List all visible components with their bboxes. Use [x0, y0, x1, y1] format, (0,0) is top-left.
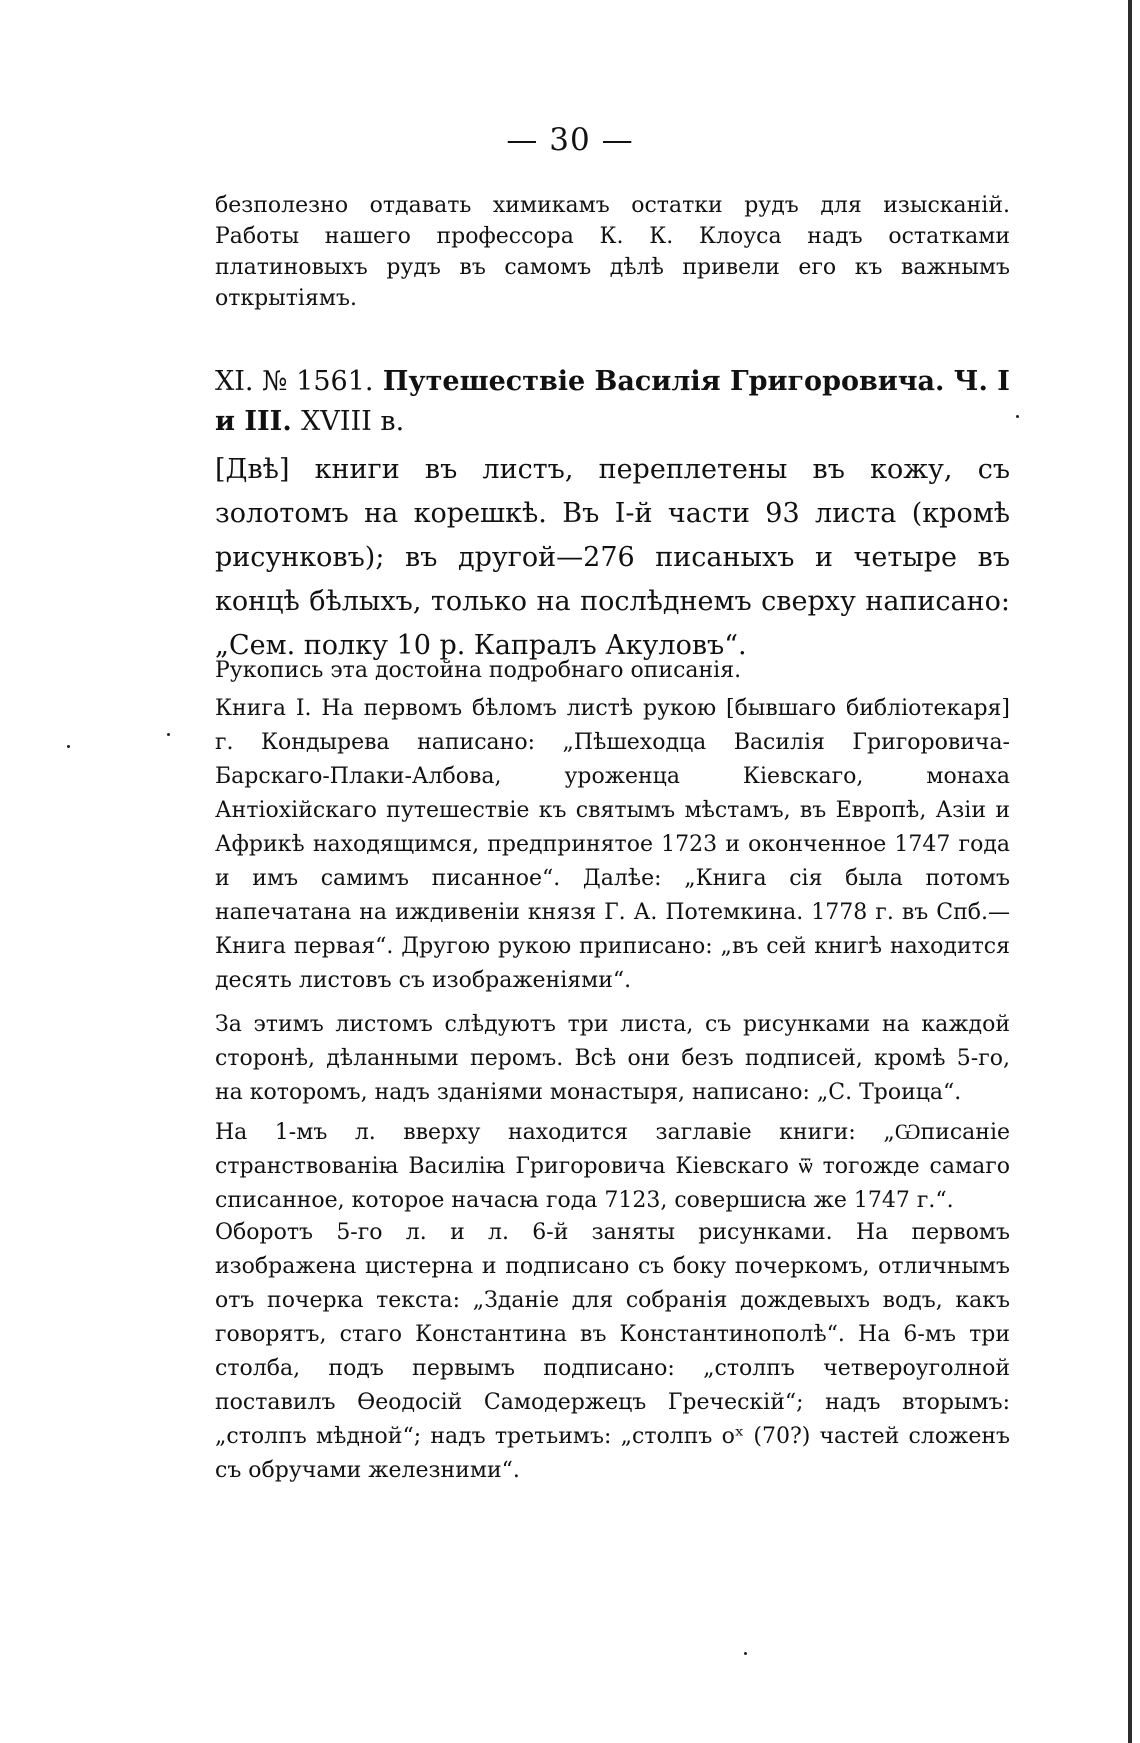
- page-edge-rule: [1128, 0, 1132, 1743]
- paragraph-illustrations-text: Оборотъ 5-го л. и л. 6-й заняты рисунками. На первомъ изображена цистерна и подписано съ боку почеркомъ, отличнымъ отъ почерка текста: „Зданіе для собранія дождевыхъ водъ, какъ говорятъ, стаго Константина въ Константинополѣ“. На 6-мъ три столба, подъ первымъ подписано: „столпъ четвероуголной поставилъ Ѳеодосій Самодержецъ Греческій“; надъ вторымъ: „столпъ мѣдной“; надъ третьимъ: „столпъ оˣ (70?) частей сложенъ съ обручами железними“.: [215, 1220, 1010, 1483]
- paragraph-worthiness-text: Рукопись эта достойна подробнаго описанія.: [215, 658, 742, 683]
- print-speck: [744, 1652, 747, 1655]
- paragraph-drawings: [215, 1008, 1010, 1110]
- opening-paragraph: [215, 190, 1010, 314]
- manuscript-heading: [215, 362, 1010, 442]
- page-number: — 30 —: [506, 122, 634, 158]
- paragraph-drawings-text: За этимъ листомъ слѣдуютъ три листа, съ рисунками на каждой сторонѣ, дѣланными перомъ. Всѣ они безъ подписей, кромѣ 5-го, на которомъ, надъ зданіями монастыря, написано: „С. Троица“.: [215, 1012, 1010, 1105]
- print-speck: [1016, 415, 1019, 418]
- paragraph-book-one: [215, 692, 1010, 998]
- paragraph-worthiness: [215, 654, 1010, 688]
- print-speck: [167, 733, 170, 736]
- print-speck: [67, 745, 70, 748]
- manuscript-century: XVIII в.: [301, 406, 405, 437]
- manuscript-number: XI. № 1561.: [215, 366, 374, 397]
- paragraph-title-page: [215, 1116, 1010, 1218]
- paragraph-book-one-text: Книга I. На первомъ бѣломъ листѣ рукою [бывшаго библіотекаря] г. Кондырева написано: „Пѣшеходца Василія Григоровича-Барскаго-Плаки-Албова, уроженца Кіевскаго, монаха Антіохійскаго путешествіе къ святымъ мѣстамъ, въ Европѣ, Азіи и Африкѣ находящимся, предпринятое 1723 и оконченное 1747 года и имъ самимъ писанное“. Далѣе: „Книга сія была потомъ напечатана на иждивеніи князя Г. А. Потемкина. 1778 г. въ Спб.—Книга первая“. Другою рукою приписано: „въ сей книгѣ находится десять листовъ съ изображеніями“.: [215, 696, 1010, 993]
- paragraph-illustrations: [215, 1216, 1010, 1488]
- manuscript-description-text: [Двѣ] книги въ листъ, переплетены въ кожу, съ золотомъ на корешкѣ. Въ I-й части 93 листа (кромѣ рисунковъ); въ другой—276 писаныхъ и четыре въ концѣ бѣлыхъ, только на послѣднемъ сверху написано: „Сем. полку 10 р. Капралъ Акуловъ“.: [215, 454, 1010, 661]
- manuscript-description: [215, 448, 1010, 668]
- manuscript-title: Путешествіе Василія Григоровича. Ч. I и III.: [215, 366, 1010, 437]
- paragraph-title-page-text: На 1-мъ л. вверху находится заглавіе книги: „Ѡписаніе странствованіꙗ Василіꙗ Григоровича Кіевскаго ѿ тогожде самаго списанное, которое начасꙗ года 7123, совершисꙗ же 1747 г.“.: [215, 1120, 1010, 1213]
- opening-paragraph-text: безполезно отдавать химикамъ остатки рудъ для изысканій. Работы нашего профессора К. К. Клоуса надъ остатками платиновыхъ рудъ въ самомъ дѣлѣ привели его къ важнымъ открытіямъ.: [215, 193, 1010, 311]
